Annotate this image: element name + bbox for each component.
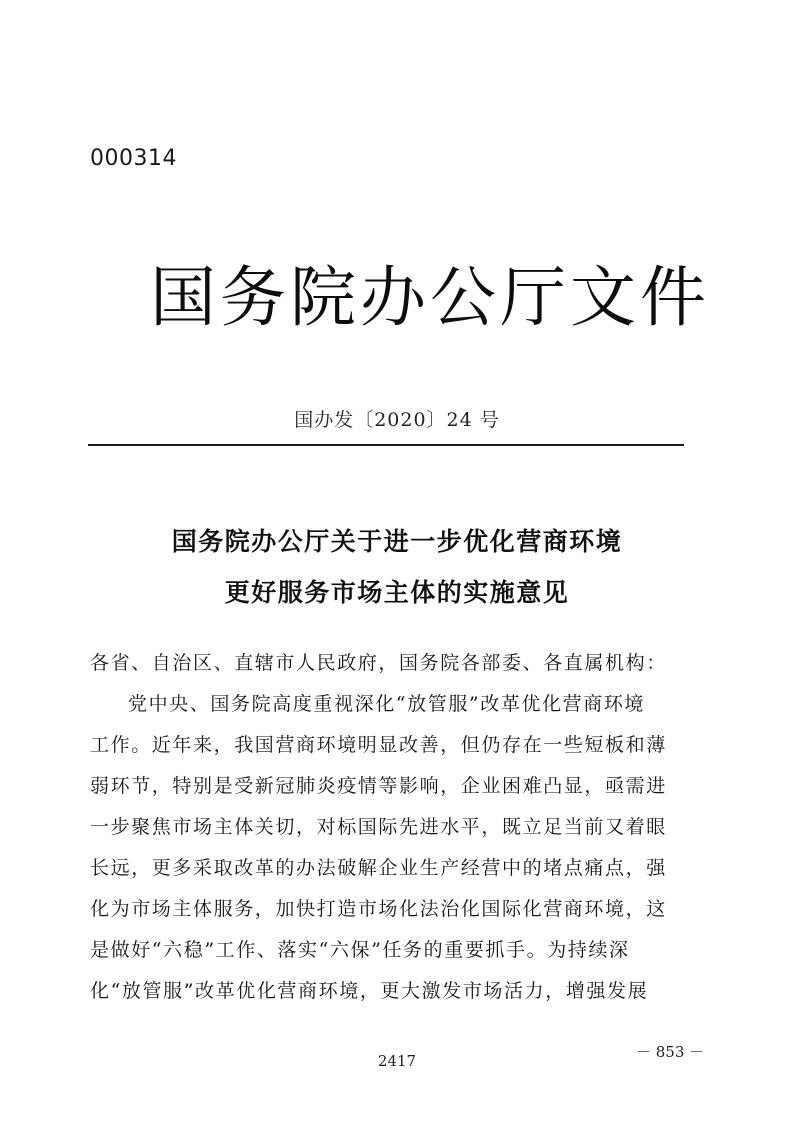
document-title-line-2: 更好服务市场主体的实施意见 (224, 578, 570, 607)
body-line: 党中央、国务院高度重视深化“放管服”改革优化营商环境 (128, 693, 646, 715)
header-divider (88, 444, 684, 446)
body-line: 长远，更多采取改革的办法破解企业生产经营中的堵点痛点，强 (90, 857, 667, 879)
body-line: 化为市场主体服务，加快打造市场化法治化国际化营商环境，这 (90, 898, 667, 920)
body-line: 工作。近年来，我国营商环境明显改善，但仍存在一些短板和薄 (90, 734, 667, 756)
salutation: 各省、自治区、直辖市人民政府，国务院各部委、各直属机构： (90, 652, 667, 674)
body-line: 一步聚焦市场主体关切，对标国际先进水平，既立足当前又着眼 (90, 816, 667, 838)
document-number: 国办发〔2020〕24 号 (294, 409, 500, 431)
issuing-authority-title: 国务院办公厅文件 (150, 259, 710, 336)
bottom-page-code: 2417 (377, 1052, 417, 1070)
body-line: 是做好“六稳”工作、落实“六保”任务的重要抓手。为持续深 (90, 939, 630, 961)
body-line: 化“放管服”改革优化营商环境，更大激发市场活力，增强发展 (90, 980, 649, 1002)
body-paragraph (90, 684, 690, 1012)
document-title-line-1: 国务院办公厅关于进一步优化营商环境 (171, 527, 623, 556)
archive-code: 000314 (90, 146, 177, 171)
page-folio: － 853 － (636, 1043, 705, 1061)
body-line: 弱环节，特别是受新冠肺炎疫情等影响，企业困难凸显，亟需进 (90, 775, 667, 797)
